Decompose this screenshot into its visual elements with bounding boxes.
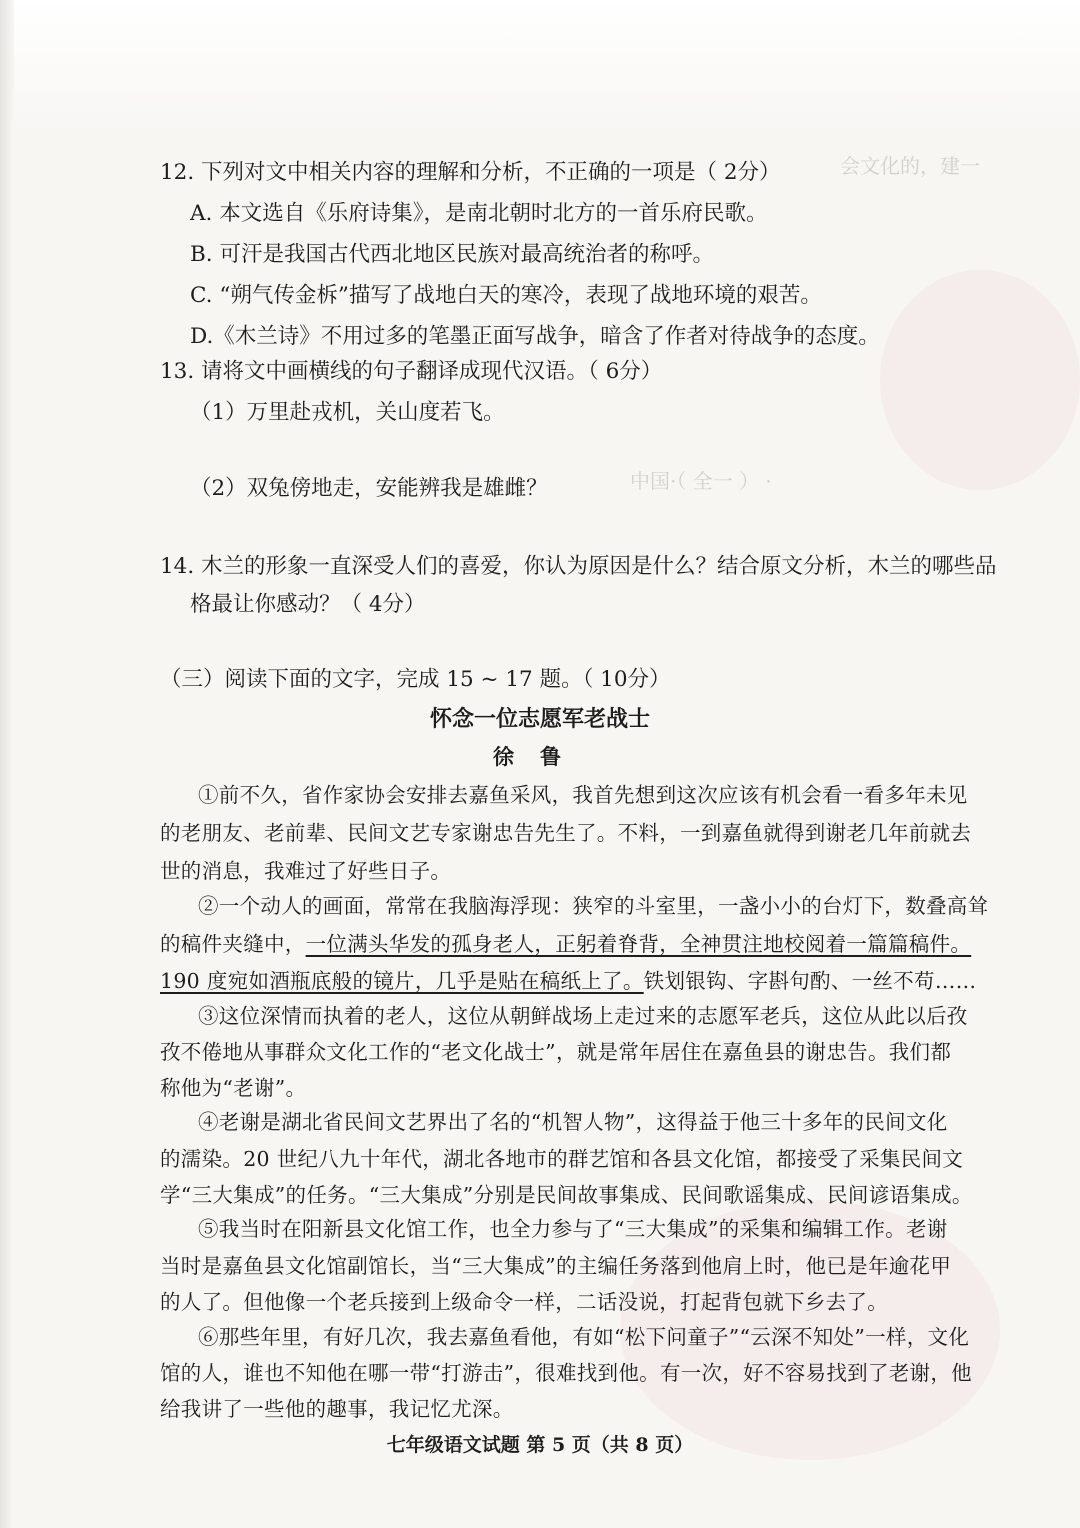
passage-line — [160, 929, 1080, 959]
question-13: 13. 请将文中画横线的句子翻译成现代汉语。（ 6分） — [160, 359, 663, 384]
passage-line: ④老谢是湖北省民间文艺界出了名的“机智人物”，这得益于他三十多年的民间文化 — [198, 1110, 948, 1134]
question-14-line-2: 格最让你感动？（ 4分） — [190, 592, 426, 617]
q13-item-2: （2）双兔傍地走，安能辨我是雄雌？ — [190, 476, 548, 501]
option-b: B. 可汗是我国古代西北地区民族对最高统治者的称呼。 — [190, 242, 714, 267]
passage-line: ②一个动人的画面，常常在我脑海浮现：狭窄的斗室里，一盏小小的台灯下，数叠高耸 — [198, 894, 989, 918]
page-footer: 七年级语文试题 第 5 页（共 8 页） — [386, 1434, 694, 1456]
article-title: 怀念一位志愿军老战士 — [429, 706, 650, 732]
passage-line: 当时是嘉鱼县文化馆副馆长，当“三大集成”的主编任务落到他肩上时，他已是年逾花甲 — [160, 1254, 952, 1278]
section-3-heading: （三）阅读下面的文字，完成 15 ~ 17 题。（ 10分） — [160, 667, 671, 692]
passage-line: 的人了。但他像一个老兵接到上级命令一样，二话没说，打起背包就下乡去了。 — [160, 1290, 888, 1314]
passage-line: ①前不久，省作家协会安排去嘉鱼采风，我首先想到这次应该有机会看一看多年未见 — [198, 783, 968, 807]
passage-line: 世的消息，我难过了好些日子。 — [160, 859, 452, 883]
passage-line: 给我讲了一些他的趣事，我记忆尤深。 — [160, 1397, 514, 1421]
passage-line: ③这位深情而执着的老人，这位从朝鲜战场上走过来的志愿军老兵，这位从此以后孜 — [198, 1004, 968, 1028]
passage-line: 的濡染。20 世纪八九十年代，湖北各地市的群艺馆和各县文化馆，都接受了采集民间文 — [160, 1147, 964, 1171]
question-14-line-1: 14. 木兰的形象一直深受人们的喜爱，你认为原因是什么？结合原文分析，木兰的哪些品 — [160, 554, 997, 579]
page-top-margin — [0, 0, 1080, 130]
passage-line: 的老朋友、老前辈、民间文艺专家谢忠告先生了。不料，一到嘉鱼就得到谢老几年前就去 — [160, 821, 972, 845]
underlined-sentence: 一位满头华发的孤身老人，正躬着脊背，全神贯注地校阅着一篇篇稿件。 — [305, 932, 972, 956]
option-d: D.《木兰诗》不用过多的笔墨正面写战争，暗含了作者对待战争的态度。 — [190, 324, 880, 349]
option-a: A. 本文选自《乐府诗集》，是南北朝时北方的一首乐府民歌。 — [190, 201, 768, 226]
article-author: 徐鲁 — [493, 744, 587, 769]
option-c: C. “朔气传金柝”描写了战地白天的寒冷，表现了战地环境的艰苦。 — [190, 283, 822, 308]
bleed-through-text: 中国·（ 全一 ） · — [630, 469, 772, 493]
passage-line: ⑥那些年里，有好几次，我去嘉鱼看他，有如“松下问童子”“云深不知处”一样，文化 — [198, 1325, 970, 1349]
passage-line: 孜不倦地从事群众文化工作的“老文化战士”，就是常年居住在嘉鱼县的谢忠告。我们都 — [160, 1040, 952, 1064]
passage-line — [160, 966, 1080, 996]
question-12: 12. 下列对文中相关内容的理解和分析，不正确的一项是（ 2分） — [160, 160, 781, 185]
passage-text: 铁划银钩、字斟句酌、一丝不苟…… — [643, 969, 977, 993]
passage-text: 的稿件夹缝中， — [160, 932, 306, 956]
underlined-sentence: 190 度宛如酒瓶底般的镜片，几乎是贴在稿纸上了。 — [160, 969, 644, 993]
q13-item-1: （1）万里赴戎机，关山度若飞。 — [190, 400, 505, 425]
passage-line: 馆的人，谁也不知他在哪一带“打游击”，很难找到他。有一次，好不容易找到了老谢，他 — [160, 1361, 972, 1385]
passage-line: ⑤我当时在阳新县文化馆工作，也全力参与了“三大集成”的采集和编辑工作。老谢 — [198, 1217, 948, 1241]
passage-line: 学“三大集成”的任务。“三大集成”分别是民间故事集成、民间歌谣集成、民间谚语集成。 — [160, 1183, 973, 1207]
bleed-through-text: 会文化的，建一 — [840, 154, 980, 178]
passage-line: 称他为“老谢”。 — [160, 1076, 307, 1100]
